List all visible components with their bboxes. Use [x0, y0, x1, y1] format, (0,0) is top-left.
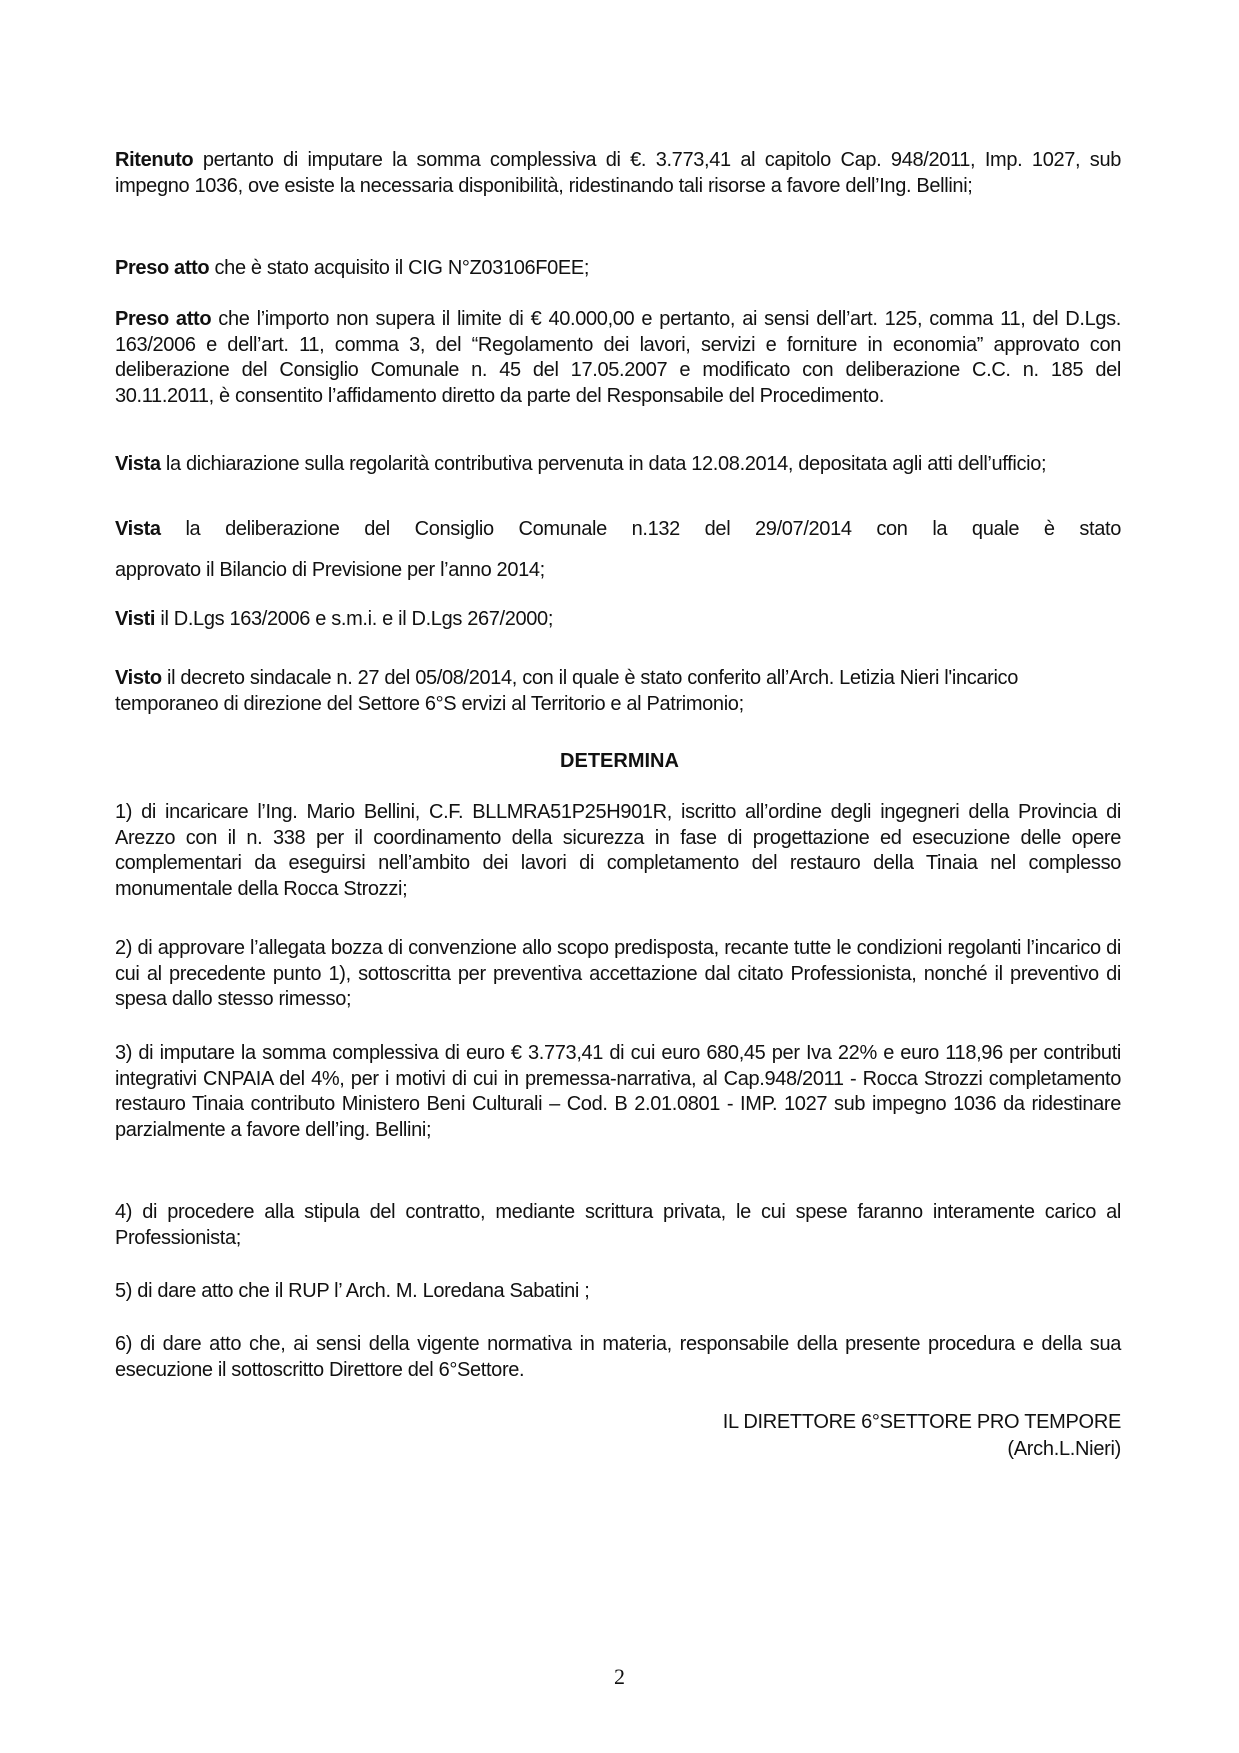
paragraph-vista-durc — [115, 452, 1121, 478]
paragraph-vista-deliberazione — [115, 517, 1121, 543]
paragraph-text: la dichiarazione sulla regolarità contributiva pervenuta in data 12.08.2014, depositata agli atti dell’ufficio; — [160, 453, 1047, 475]
paragraph-visto — [115, 666, 1121, 717]
paragraph-text: pertanto di imputare la somma complessiva di €. 3.773,41 al capitolo Cap. 948/2011, Imp. 1027, sub impegno 1036, ove esiste la necessaria disponibilità, ridestinando tali risorse a favore dell’Ing. Bellini; — [115, 149, 1121, 197]
paragraph-bilancio — [115, 558, 1121, 584]
paragraph-text: il decreto sindacale n. 27 del 05/08/2014, con il quale è stato conferito all’Arch. Letizia Nieri l'incarico temporaneo di direzione del Settore 6°S ervizi al Territorio e al Patrimonio; — [115, 667, 1018, 715]
paragraph-ritenuto — [115, 148, 1121, 199]
item-6: 6) di dare atto che, ai sensi della vigente normativa in materia, responsabile della presente procedura e della sua esecuzione il sottoscritto Direttore del 6°Settore. — [115, 1333, 1121, 1381]
lead-word: Preso atto — [115, 308, 212, 330]
paragraph-text: che è stato acquisito il CIG N°Z03106F0EE; — [209, 257, 590, 279]
signature-title: IL DIRETTORE 6°SETTORE PRO TEMPORE — [722, 1411, 1121, 1433]
determina-heading: DETERMINA — [560, 750, 679, 772]
item-4: 4) di procedere alla stipula del contratto, mediante scrittura privata, le cui spese faranno interamente carico al Professionista; — [115, 1201, 1121, 1249]
lead-word: Ritenuto — [115, 149, 194, 171]
signature-name: (Arch.L.Nieri) — [1007, 1438, 1121, 1460]
paragraph-visti — [115, 607, 1121, 633]
item-5: 5) di dare atto che il RUP l’ Arch. M. Loredana Sabatini ; — [115, 1280, 590, 1302]
lead-word: Visti — [115, 608, 156, 630]
paragraph-preso-atto-importo — [115, 307, 1121, 409]
paragraph-text: che l’importo non supera il limite di € 40.000,00 e pertanto, ai sensi dell’art. 125, comma 11, del D.Lgs. 163/2006 e dell’art. 11, comma 3, del “Regolamento dei lavori, servizi e forniture in economia” approvato con deliberazione del Consiglio Comunale n. 45 del 17.05.2007 e modificato con deliberazione C.C. n. 185 del 30.11.2011, è consentito l’affidamento diretto da parte del Responsabile del Procedimento. — [115, 308, 1121, 407]
item-1: 1) di incaricare l’Ing. Mario Bellini, C.F. BLLMRA51P25H901R, iscritto all’ordine degli ingegneri della Provincia di Arezzo con il n. 338 per il coordinamento della sicurezza in fase di progettazione ed esecuzione delle opere complementari da eseguirsi nell’ambito dei lavori di completamento del restauro della Tinaia nel complesso monumentale della Rocca Strozzi; — [115, 801, 1121, 900]
page-number: 2 — [614, 1664, 625, 1689]
lead-word: Vista — [115, 518, 161, 540]
item-2: 2) di approvare l’allegata bozza di convenzione allo scopo predisposta, recante tutte le condizioni regolanti l’incarico di cui al precedente punto 1), sottoscritta per preventiva accettazione dal citato Professionista, nonché il preventivo di spesa dallo stesso rimesso; — [115, 937, 1121, 1010]
paragraph-text: il D.Lgs 163/2006 e s.m.i. e il D.Lgs 267/2000; — [155, 608, 554, 630]
item-3: 3) di imputare la somma complessiva di euro € 3.773,41 di cui euro 680,45 per Iva 22% e euro 118,96 per contributi integrativi CNPAIA del 4%, per i motivi di cui in premessa-narrativa, al Cap.948/2011 - Rocca Strozzi completamento restauro Tinaia contributo Ministero Beni Culturali – Cod. B 2.01.0801 - IMP. 1027 sub impegno 1036 da ridestinare parzialmente a favore dell’ing. Bellini; — [115, 1042, 1121, 1141]
lead-word: Visto — [115, 667, 162, 689]
paragraph-text: la deliberazione del Consiglio Comunale n.132 del 29/07/2014 con la quale è stato — [160, 518, 1121, 540]
lead-word: Vista — [115, 453, 161, 475]
lead-word: Preso atto — [115, 257, 210, 279]
paragraph-preso-atto-cig — [115, 256, 1121, 282]
paragraph-text: approvato il Bilancio di Previsione per l’anno 2014; — [115, 559, 545, 581]
